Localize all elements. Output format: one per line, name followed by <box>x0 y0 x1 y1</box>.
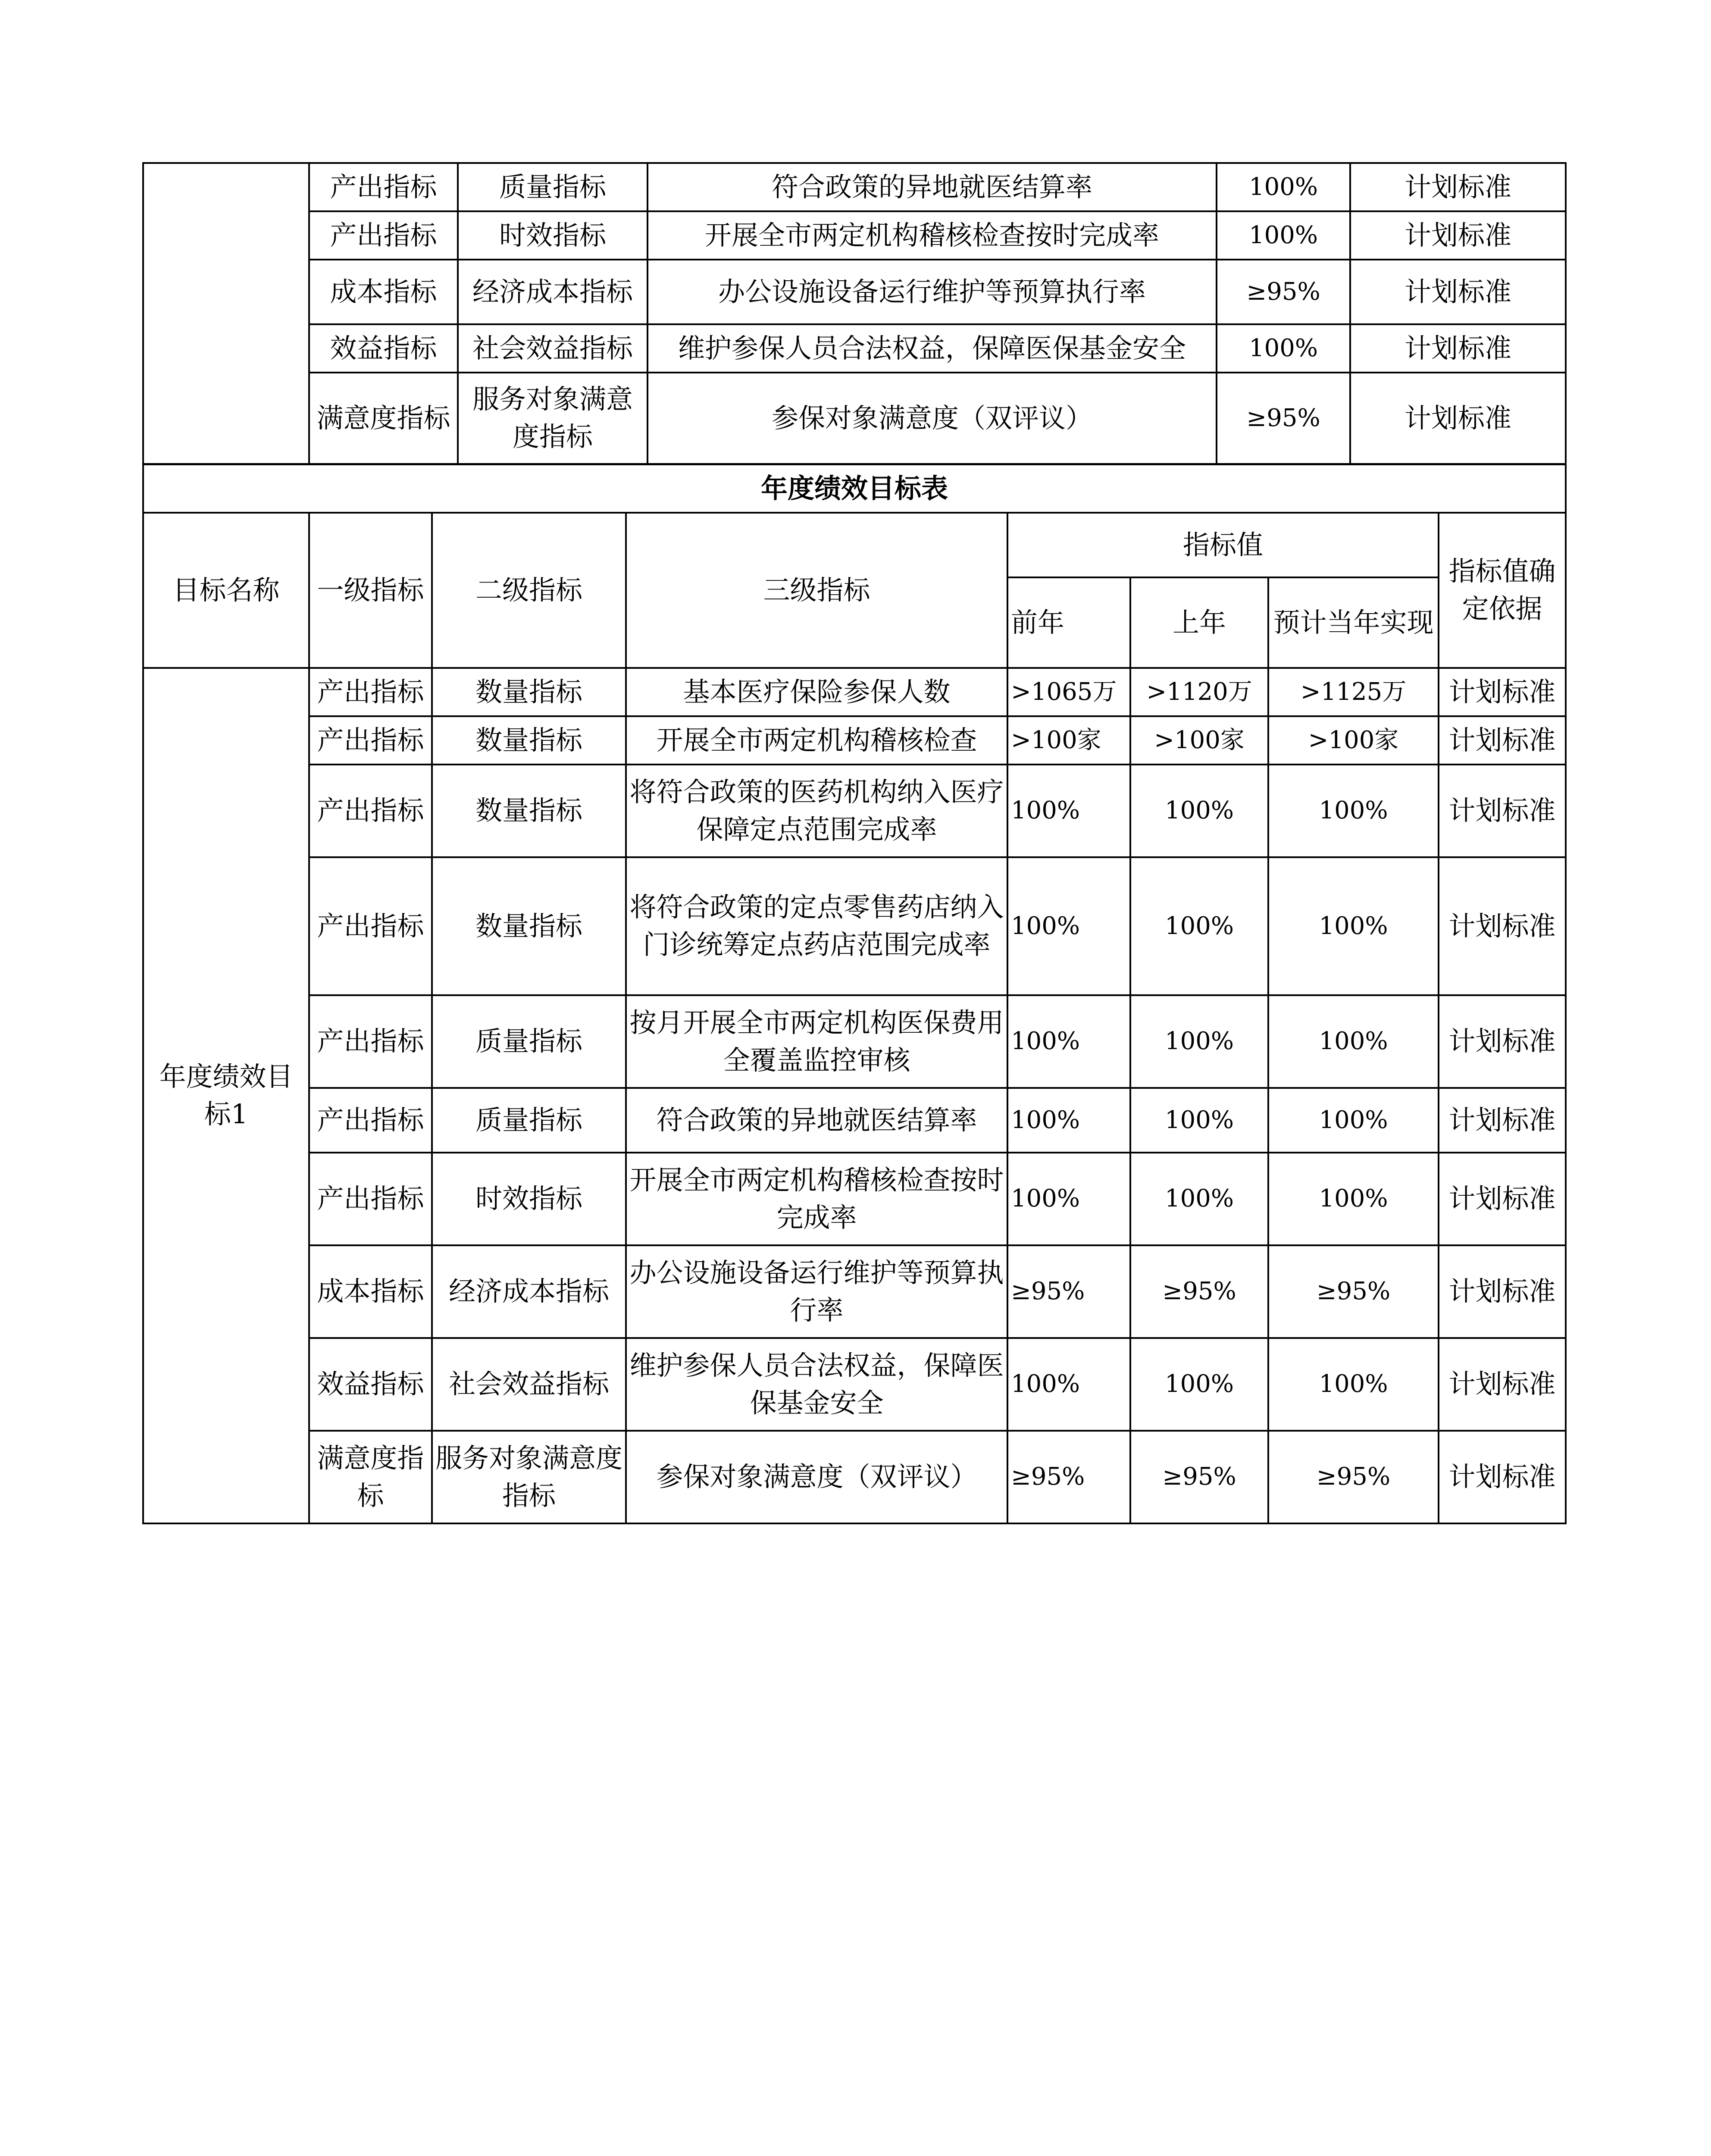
level3-cell: 办公设施设备运行维护等预算执行率 <box>626 1245 1007 1338</box>
level3-cell: 开展全市两定机构稽核检查按时完成率 <box>626 1153 1007 1245</box>
header-row <box>143 513 1566 577</box>
header-level2: 二级指标 <box>432 513 626 668</box>
table-title-row <box>143 464 1566 513</box>
level2-cell: 数量指标 <box>432 716 626 765</box>
goal-cell-empty <box>143 163 309 464</box>
level1-cell: 产出指标 <box>309 857 432 995</box>
last-year-cell: 100% <box>1130 765 1268 857</box>
header-level1: 一级指标 <box>309 513 432 668</box>
level2-cell: 质量指标 <box>458 163 647 211</box>
basis-cell: 计划标准 <box>1350 211 1566 260</box>
level3-cell: 开展全市两定机构稽核检查按时完成率 <box>647 211 1217 260</box>
value-cell: 100% <box>1217 163 1350 211</box>
basis-cell: 计划标准 <box>1439 765 1566 857</box>
prev-year-cell: 100% <box>1007 1088 1130 1153</box>
prev-year-cell: 100% <box>1007 765 1130 857</box>
level1-cell: 产出指标 <box>309 716 432 765</box>
expected-cell: 100% <box>1268 765 1439 857</box>
level1-cell: 产出指标 <box>309 995 432 1088</box>
expected-cell: 100% <box>1268 1088 1439 1153</box>
level3-cell: 将符合政策的医药机构纳入医疗保障定点范围完成率 <box>626 765 1007 857</box>
prev-year-cell: 100% <box>1007 1338 1130 1431</box>
annual-goal-table <box>142 464 1567 1524</box>
table-row <box>143 211 1566 260</box>
table-row <box>143 668 1566 716</box>
prev-year-cell: 100% <box>1007 1153 1130 1245</box>
header-level3: 三级指标 <box>626 513 1007 668</box>
basis-cell: 计划标准 <box>1350 373 1566 464</box>
basis-cell: 计划标准 <box>1439 716 1566 765</box>
level2-cell: 时效指标 <box>458 211 647 260</box>
prev-year-cell: >1065万 <box>1007 668 1130 716</box>
basis-cell: 计划标准 <box>1439 995 1566 1088</box>
basis-cell: 计划标准 <box>1439 1245 1566 1338</box>
table-row <box>143 1338 1566 1431</box>
last-year-cell: >100家 <box>1130 716 1268 765</box>
level1-cell: 成本指标 <box>309 1245 432 1338</box>
expected-cell: 100% <box>1268 1338 1439 1431</box>
last-year-cell: 100% <box>1130 995 1268 1088</box>
level1-cell: 满意度指标 <box>309 373 458 464</box>
header-last-year: 上年 <box>1130 577 1268 668</box>
basis-cell: 计划标准 <box>1350 324 1566 373</box>
level1-cell: 满意度指标 <box>309 1431 432 1523</box>
level1-cell: 效益指标 <box>309 1338 432 1431</box>
last-year-cell: ≥95% <box>1130 1245 1268 1338</box>
table-row <box>143 1245 1566 1338</box>
header-indicator-value: 指标值 <box>1007 513 1439 577</box>
goal-name-cell: 年度绩效目标1 <box>143 668 309 1523</box>
table-row <box>143 857 1566 995</box>
level1-cell: 产出指标 <box>309 1153 432 1245</box>
value-cell: 100% <box>1217 211 1350 260</box>
level2-cell: 数量指标 <box>432 668 626 716</box>
expected-cell: >100家 <box>1268 716 1439 765</box>
table-row <box>143 716 1566 765</box>
level3-cell: 办公设施设备运行维护等预算执行率 <box>647 260 1217 324</box>
last-year-cell: 100% <box>1130 1153 1268 1245</box>
level3-cell: 基本医疗保险参保人数 <box>626 668 1007 716</box>
level2-cell: 经济成本指标 <box>432 1245 626 1338</box>
top-indicator-table <box>142 162 1567 465</box>
level2-cell: 社会效益指标 <box>432 1338 626 1431</box>
prev-year-cell: ≥95% <box>1007 1431 1130 1523</box>
level2-cell: 数量指标 <box>432 857 626 995</box>
basis-cell: 计划标准 <box>1439 1088 1566 1153</box>
last-year-cell: 100% <box>1130 1338 1268 1431</box>
last-year-cell: ≥95% <box>1130 1431 1268 1523</box>
last-year-cell: >1120万 <box>1130 668 1268 716</box>
table-title: 年度绩效目标表 <box>143 464 1566 513</box>
level2-cell: 数量指标 <box>432 765 626 857</box>
level2-cell: 服务对象满意度指标 <box>432 1431 626 1523</box>
table-row <box>143 995 1566 1088</box>
level3-cell: 维护参保人员合法权益，保障医保基金安全 <box>647 324 1217 373</box>
table-row <box>143 260 1566 324</box>
basis-cell: 计划标准 <box>1439 1431 1566 1523</box>
level2-cell: 社会效益指标 <box>458 324 647 373</box>
expected-cell: 100% <box>1268 857 1439 995</box>
level2-cell: 质量指标 <box>432 995 626 1088</box>
basis-cell: 计划标准 <box>1439 1153 1566 1245</box>
basis-cell: 计划标准 <box>1439 1338 1566 1431</box>
prev-year-cell: 100% <box>1007 995 1130 1088</box>
prev-year-cell: 100% <box>1007 857 1130 995</box>
basis-cell: 计划标准 <box>1439 857 1566 995</box>
level2-cell: 时效指标 <box>432 1153 626 1245</box>
prev-year-cell: >100家 <box>1007 716 1130 765</box>
level2-cell: 服务对象满意度指标 <box>458 373 647 464</box>
basis-cell: 计划标准 <box>1350 260 1566 324</box>
level1-cell: 产出指标 <box>309 765 432 857</box>
table-row <box>143 163 1566 211</box>
header-expected: 预计当年实现 <box>1268 577 1439 668</box>
table-row <box>143 373 1566 464</box>
level1-cell: 成本指标 <box>309 260 458 324</box>
level3-cell: 参保对象满意度（双评议） <box>647 373 1217 464</box>
table-row <box>143 765 1566 857</box>
header-basis: 指标值确定依据 <box>1439 513 1566 668</box>
expected-cell: >1125万 <box>1268 668 1439 716</box>
level3-cell: 维护参保人员合法权益，保障医保基金安全 <box>626 1338 1007 1431</box>
level1-cell: 产出指标 <box>309 163 458 211</box>
level1-cell: 产出指标 <box>309 668 432 716</box>
level3-cell: 符合政策的异地就医结算率 <box>626 1088 1007 1153</box>
level3-cell: 开展全市两定机构稽核检查 <box>626 716 1007 765</box>
header-goal-name: 目标名称 <box>143 513 309 668</box>
table-row <box>143 1153 1566 1245</box>
prev-year-cell: ≥95% <box>1007 1245 1130 1338</box>
expected-cell: 100% <box>1268 1153 1439 1245</box>
level2-cell: 经济成本指标 <box>458 260 647 324</box>
last-year-cell: 100% <box>1130 857 1268 995</box>
expected-cell: ≥95% <box>1268 1245 1439 1338</box>
table-row <box>143 324 1566 373</box>
level3-cell: 参保对象满意度（双评议） <box>626 1431 1007 1523</box>
level3-cell: 符合政策的异地就医结算率 <box>647 163 1217 211</box>
basis-cell: 计划标准 <box>1350 163 1566 211</box>
value-cell: ≥95% <box>1217 373 1350 464</box>
level3-cell: 按月开展全市两定机构医保费用全覆盖监控审核 <box>626 995 1007 1088</box>
level1-cell: 效益指标 <box>309 324 458 373</box>
header-prev-year: 前年 <box>1007 577 1130 668</box>
value-cell: 100% <box>1217 324 1350 373</box>
value-cell: ≥95% <box>1217 260 1350 324</box>
level1-cell: 产出指标 <box>309 211 458 260</box>
expected-cell: 100% <box>1268 995 1439 1088</box>
expected-cell: ≥95% <box>1268 1431 1439 1523</box>
last-year-cell: 100% <box>1130 1088 1268 1153</box>
table-row <box>143 1088 1566 1153</box>
level1-cell: 产出指标 <box>309 1088 432 1153</box>
basis-cell: 计划标准 <box>1439 668 1566 716</box>
level3-cell: 将符合政策的定点零售药店纳入门诊统筹定点药店范围完成率 <box>626 857 1007 995</box>
level2-cell: 质量指标 <box>432 1088 626 1153</box>
table-row <box>143 1431 1566 1523</box>
